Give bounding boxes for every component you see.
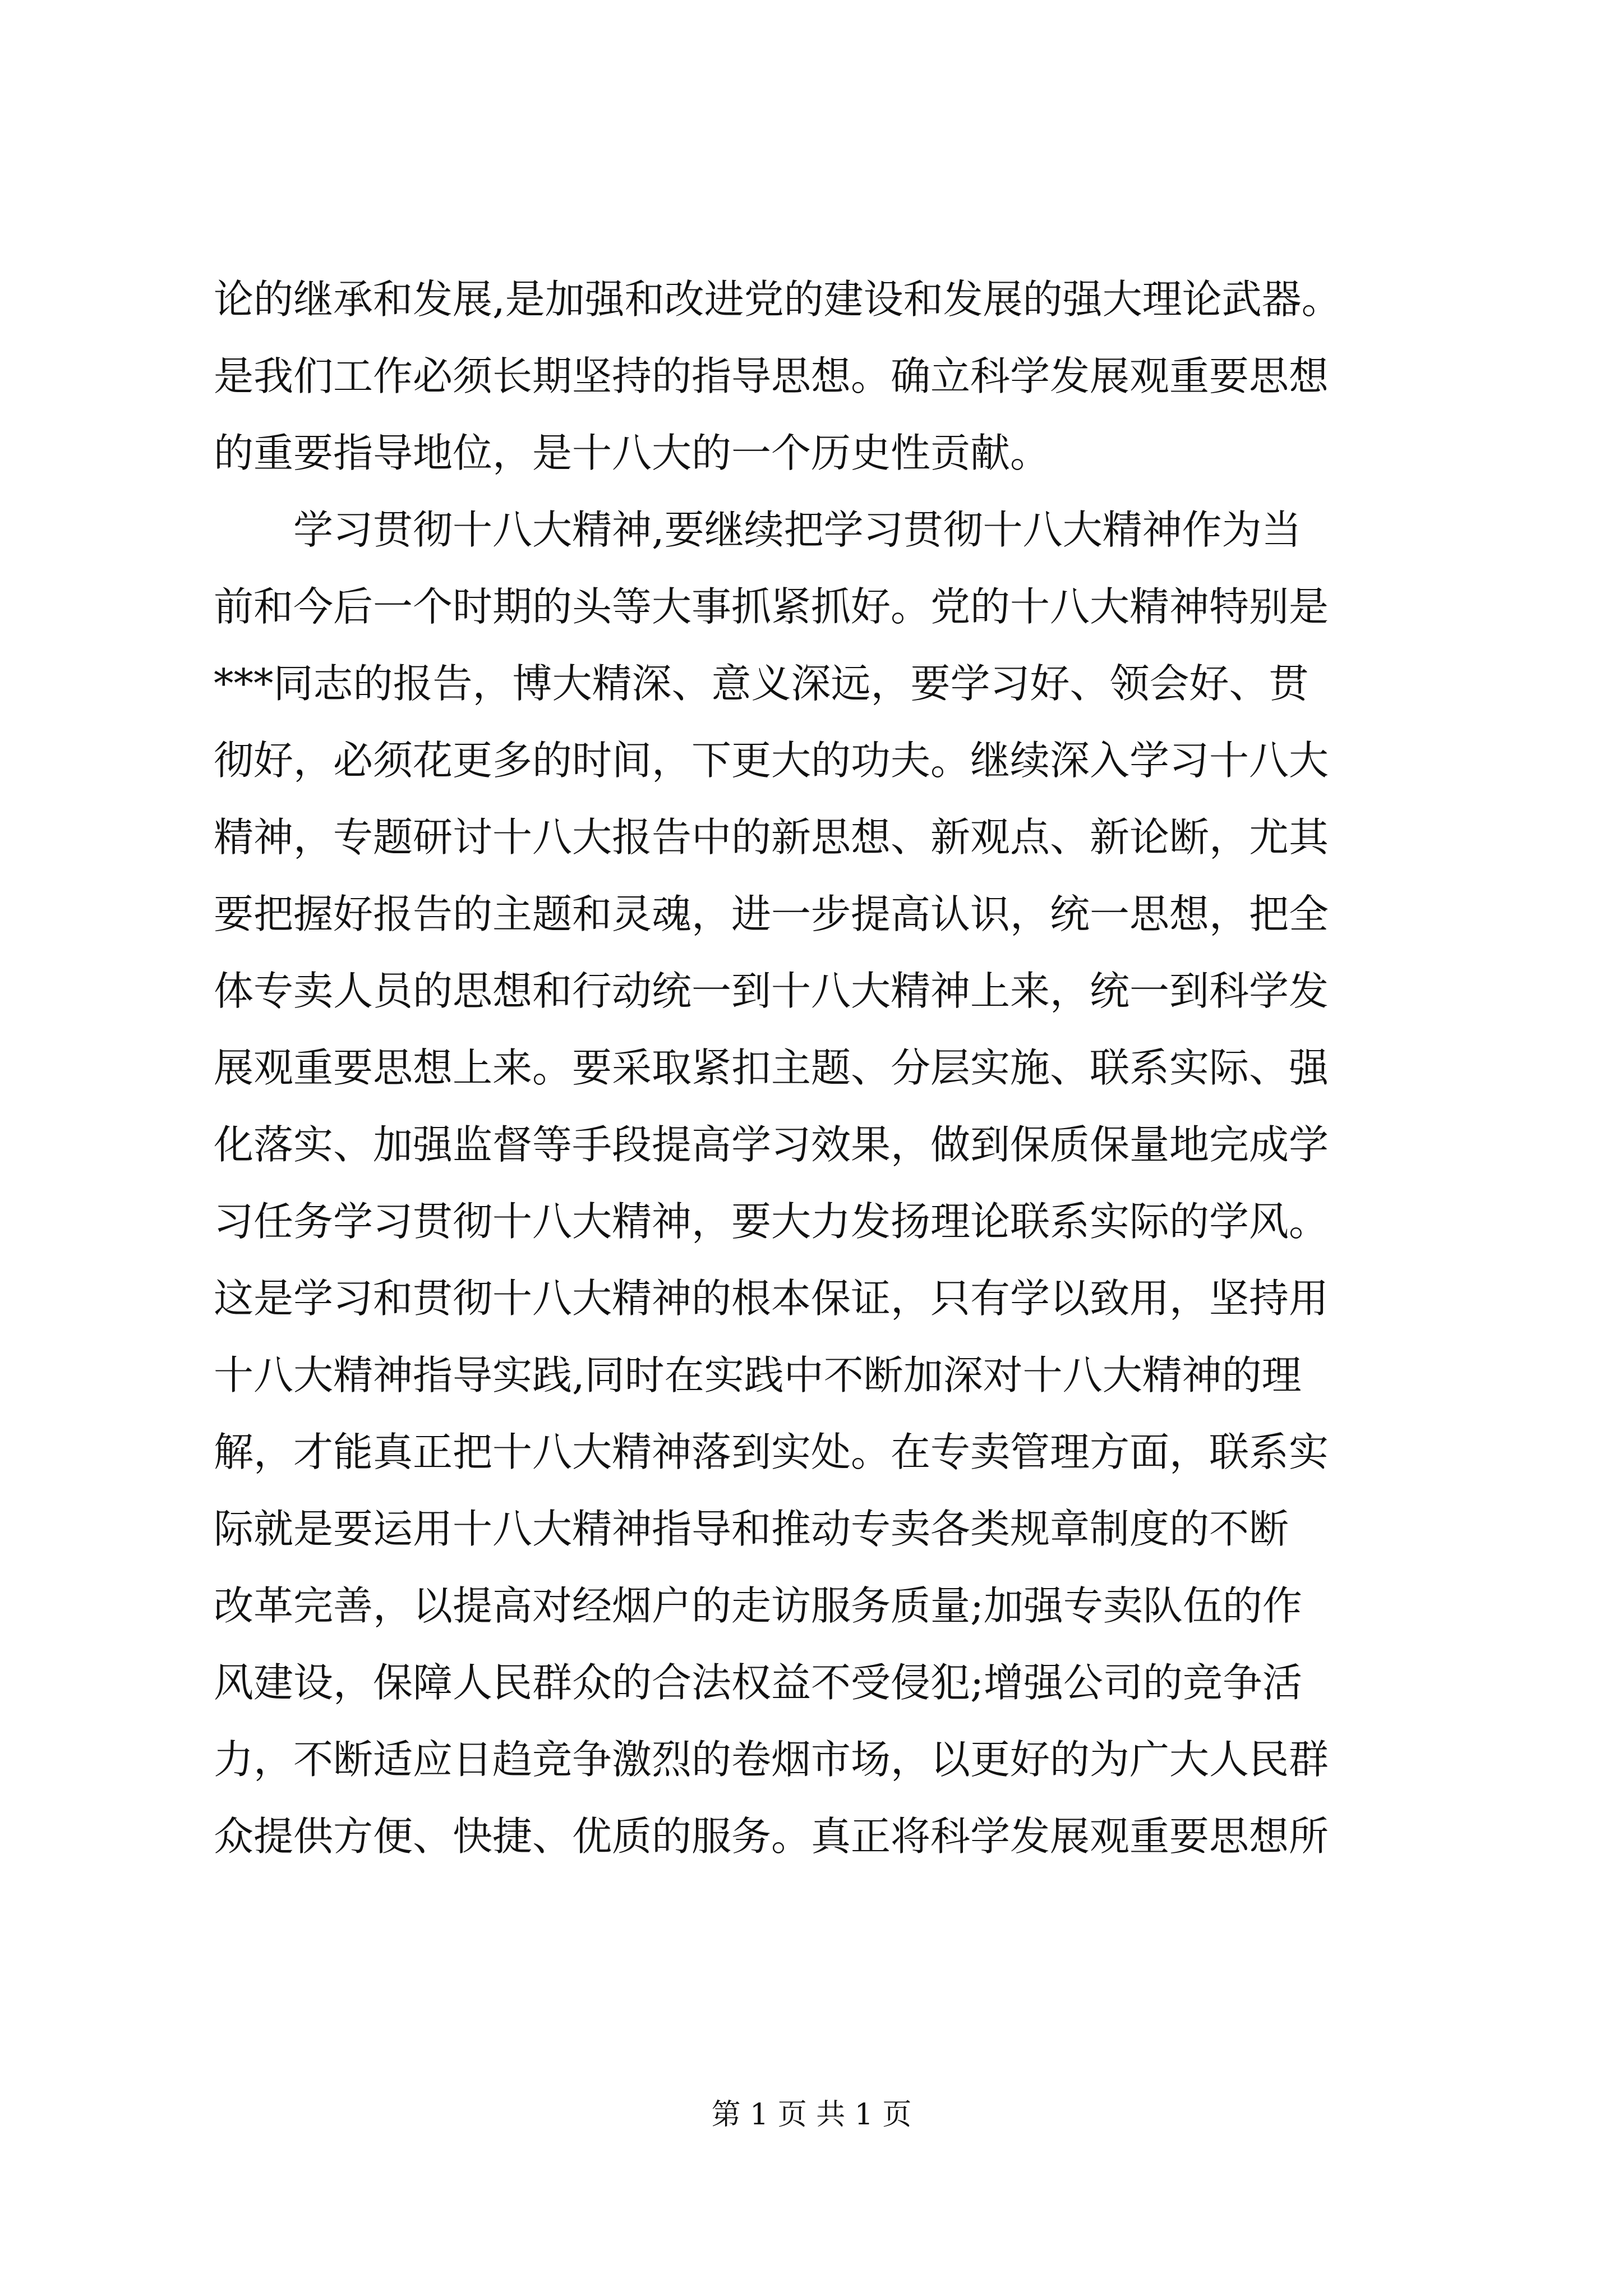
text-line: 众提供方便、快捷、优质的服务。真正将科学发展观重要思想所 xyxy=(214,1813,1329,1860)
text-line: 力，不断适应日趋竞争激烈的卷烟市场，以更好的为广大人民群 xyxy=(214,1736,1329,1783)
text-line: 化落实、加强监督等手段提高学习效果，做到保质保量地完成学 xyxy=(214,1121,1329,1168)
text-line: 这是学习和贯彻十八大精神的根本保证，只有学以致用，坚持用 xyxy=(214,1275,1329,1322)
text-line: 前和今后一个时期的头等大事抓紧抓好。党的十八大精神特别是 xyxy=(214,583,1329,630)
page-footer xyxy=(0,2095,1623,2134)
text-line: 彻好，必须花更多的时间，下更大的功夫。继续深入学习十八大 xyxy=(214,737,1329,784)
text-line: 精神，专题研讨十八大报告中的新思想、新观点、新论断，尤其 xyxy=(214,814,1329,861)
text-line: 论的继承和发展,是加强和改进党的建设和发展的强大理论武器。 xyxy=(214,276,1341,323)
text-line: 习任务学习贯彻十八大精神，要大力发扬理论联系实际的学风。 xyxy=(214,1198,1329,1245)
text-line: 体专卖人员的思想和行动统一到十八大精神上来，统一到科学发 xyxy=(214,968,1329,1014)
text-line: 十八大精神指导实践,同时在实践中不断加深对十八大精神的理 xyxy=(214,1352,1302,1398)
text-line: 是我们工作必须长期坚持的指导思想。确立科学发展观重要思想 xyxy=(214,353,1329,399)
text-line: 改革完善，以提高对经烟户的走访服务质量;加强专卖队伍的作 xyxy=(214,1582,1302,1629)
text-line: 风建设，保障人民群众的合法权益不受侵犯;增强公司的竞争活 xyxy=(214,1659,1302,1706)
text-line: 解，才能真正把十八大精神落到实处。在专卖管理方面，联系实 xyxy=(214,1429,1329,1475)
text-line: 的重要指导地位，是十八大的一个历史性贡献。 xyxy=(214,430,1050,476)
text-line: 展观重要思想上来。要采取紧扣主题、分层实施、联系实际、强 xyxy=(214,1045,1329,1091)
text-line: ***同志的报告，博大精深、意义深远，要学习好、领会好、贯 xyxy=(214,660,1309,707)
page-number-label: 第 1 页 共 1 页 xyxy=(711,2098,912,2132)
body-text xyxy=(214,261,1447,1875)
text-line: 要把握好报告的主题和灵魂，进一步提高认识，统一思想，把全 xyxy=(214,891,1329,937)
paragraph-start-line: 学习贯彻十八大精神,要继续把学习贯彻十八大精神作为当 xyxy=(214,507,1302,553)
text-line: 际就是要运用十八大精神指导和推动专卖各类规章制度的不断 xyxy=(214,1506,1289,1552)
